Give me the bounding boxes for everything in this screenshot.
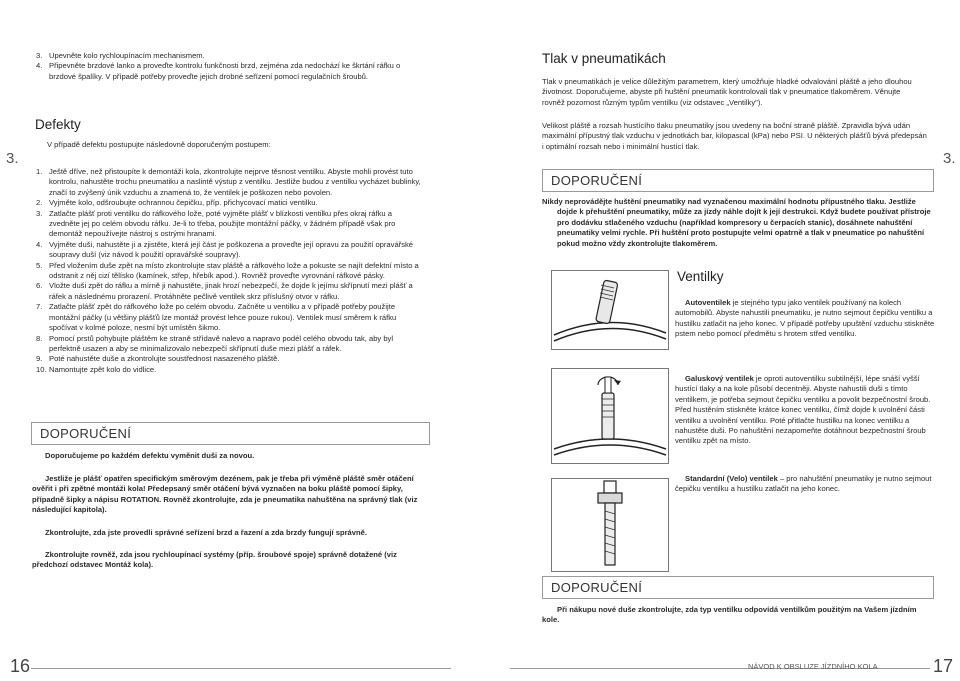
list-item: 10. Namontujte zpět kolo do vidlice.	[36, 364, 157, 374]
valve-description	[675, 374, 935, 447]
list-item: 7. Zatlačte plášť zpět do ráfkového lože po celém obvodu. Začněte u ventilku a v případě potřeby použijte montážní páčky (u většiny plášťů lze montáž provést lehce pouze rukou). Ventilek musí směrem k ráfku spočívat v kolmé poloze, nesmí být umístěn šikmo.	[36, 302, 397, 333]
recommendation-text: Při nákupu nové duše zkontrolujte, zda typ ventilku odpovídá ventilkům použitým na Vašem jízdním kole.	[542, 605, 917, 625]
list-item: 1. Ještě dříve, než přistoupíte k demontáži kola, zkontrolujte nejprve těsnost ventilku. Abyste mohli provést tuto kontrolu, nahustěte trochu pneumatiku a naslintě výstup z ventilku. Jestliže budou z ventilku vycházet bublinky, značí to zvýšený únik vzduchu a znamená to, že ventilek je poškozen nebo povolen.	[36, 167, 421, 197]
galuskovy-illustration	[551, 368, 669, 464]
velo-ventilek-illustration	[551, 478, 669, 572]
top-steps-list	[36, 51, 426, 82]
list-item: 6. Vložte duši zpět do ráfku a mírně ji nahustěte, jinak hrozí nebezpečí, že dojde k jejímu skřípnutí mezi plášť a ráfek a následnému prorazení. Protáhněte pečlivě ventilek skrz příslušný otvor v ráfku.	[36, 281, 413, 301]
valve-text: je oproti autoventilku subtilnější, lépe snáší vyšší hustící tlaky a na kole působí decentněji. Abyste nahustili duši s tímto ventilkem, je potřeba sejmout čepičku ventilku a povolit bezpečnostní šroub. Před hustěním stiskněte krátce konec ventilku, čímž dojde k uvolnění části ventilku a uvolnění ventilku. Poté přitlačte hustilku na konec ventilku a nahustěte duši. Po nahuštění nezapomeňte dotáhnout bezpečnostní šroub ventilku zpět na místo.	[675, 374, 931, 446]
recommendation-label: DOPORUČENÍ	[40, 426, 132, 441]
list-item: 3. Upevněte kolo rychloupínacím mechanismem.	[36, 51, 205, 60]
defects-heading: Defekty	[35, 117, 81, 132]
valve-description	[675, 298, 935, 340]
recommendation-p4: Zkontrolujte rovněž, zda jsou rychloupínací systémy (příp. šroubové spoje) správně dotažené (viz předchozí odstavec Montáž kola).	[32, 550, 397, 570]
recommendation-box	[31, 422, 430, 445]
defects-intro: V případě defektu postupujte následovně doporučeným postupem:	[47, 140, 271, 149]
recommendation-box	[542, 576, 934, 599]
autoventilek-icon	[552, 271, 668, 349]
right-page	[480, 0, 960, 681]
pressure-paragraph-2: Velikost pláště a rozsah hustícího tlaku pneumatiky jsou uvedeny na boční straně pláště. Zpravidla bývá udán maximální přípustný tlak vzduchu v jednotkách bar, kilopascal (kPa) nebo PSI. U některých plášťů bývá předepsán i optimální rozsah nebo i minimální hustící tlak.	[542, 121, 927, 151]
velo-ventilek-icon	[552, 479, 668, 571]
valve-text: – pro nahuštění pneumatiky je nutno sejmout čepičku ventilku a hustilku zatlačit na jeho konec.	[675, 474, 932, 494]
footer-title: NÁVOD K OBSLUZE JÍZDNÍHO KOLA	[748, 662, 878, 671]
pressure-paragraph-1: Tlak v pneumatikách je velice důležitým parametrem, který umožňuje hladké odvalování pláště a jeho dlouhou životnost. Doporučujeme, abyste při huštění pneumatik kontrolovali tlak v pneumatice tlakoměrem. Věnujte rovněž pozornost různým typům ventilku (viz odstavec „Ventilky").	[542, 77, 912, 107]
recommendation-box	[542, 169, 934, 192]
list-item: 4. Vyjměte duši, nahustěte ji a zjistěte, která její část je poškozena a proveďte její opravu za použití opravářské soupravy duší (viz návod k použití opravářské soupravy).	[36, 239, 414, 260]
defect-steps-list	[36, 167, 424, 375]
list-item: 8. Pomocí prstů pohybujte pláštěm ke straně střídavě nalevo a napravo podél celého obvodu tak, aby byl perfektně usazen a aby se minimalizovalo nebezpečí skřípnutí duše mezi plášť a ráfek.	[36, 333, 394, 353]
page-number: 17	[933, 656, 954, 676]
list-item: 5. Před vložením duše zpět na místo zkontrolujte stav pláště a ráfkového lože a pokuste se najít defektní místo a odstranit z něj cizí tělísko (kamínek, střep, hřebík apod.). Rovněž proveďte vyrovnání ráfkové pásky.	[36, 260, 419, 281]
valve-text: je stejného typu jako ventilek používaný na kolech automobilů. Abyste nahustili pneumatiku, je nutno sejmout čepičku ventilku a hustilku zatlačit na jeho konec. V případě potřeby upuštění vzduchu stiskněte pstem nebo pomocí předmětu s hrotem střed ventilku.	[675, 298, 935, 339]
footer-rule	[31, 668, 451, 669]
list-item: 3. Zatlačte plášť proti ventilku do ráfkového lože, poté vyjměte plášť v blízkosti ventilku přes okraj ráfku a zvedněte jej po celém obvodu ráfku. Je-li to třeba, použijte montážní páčky, v žádném případě však pro demontáž nepoužívejte nástroj s ostrými hranami.	[36, 208, 396, 239]
list-item: 4. Připevněte brzdové lanko a proveďte kontrolu funkčnosti brzd, zejména zda nedochází ke škrtání ráfku o brzdové špalíky. V případě potřeby proveďte jejich drobné seřízení pomocí regulačních šroubů.	[36, 61, 401, 81]
galuskovy-icon	[552, 369, 668, 463]
chapter-number: 3.	[943, 150, 956, 167]
valve-name: Autoventilek	[685, 298, 731, 307]
recommendation-label: DOPORUČENÍ	[551, 173, 643, 188]
recommendation-label: DOPORUČENÍ	[551, 580, 643, 595]
valve-description	[675, 474, 935, 495]
valves-heading: Ventilky	[677, 269, 724, 284]
list-item: 2. Vyjměte kolo, odšroubujte ochrannou čepičku, příp. přichycovací matici ventilku.	[36, 198, 318, 208]
chapter-number: 3.	[6, 150, 19, 167]
pressure-heading: Tlak v pneumatikách	[542, 51, 666, 66]
pressure-warning	[542, 197, 934, 249]
recommendation-p1: Doporučujeme po každém defektu vyměnit duši za novou.	[45, 451, 255, 460]
autoventilek-illustration	[551, 270, 669, 350]
recommendation-p2: Jestliže je plášť opatřen specifickým směrovým dezénem, pak je třeba při výměně pláště směr otáčení ověřit i při zpětné montáži kola! Předepsaný směr otáčení bývá vyznačen na boku pláště pomocí šipky, případně šipky a nápisu ROTATION. Rovněž zkontrolujte, zda je pneumatika nahuštěna na správný tlak (viz následující kapitola).	[32, 474, 418, 515]
pressure-warning-text: Nikdy neprovádějte huštění pneumatiky nad vyznačenou maximální hodnotu přípustného tlaku. Jestliže dojde k přehuštění pneumatiky, může za jízdy náhle dojít k její destrukci. Když budete používat přístroje pro dodávku stlačeného vzduchu (například kompresory u čerpacích stanic), dosáhnete nahuštění pneumatiky velmi rychle. Při huštění proto postupujte velmi opatrně a tlak v pneumatice po nahuštění pokud možno vždy zkontrolujte tlakoměrem.	[542, 197, 931, 248]
valve-name: Galuskový ventilek	[685, 374, 754, 383]
page-number: 16	[10, 656, 31, 676]
list-item: 9. Poté nahustěte duše a zkontrolujte soustřednost nasazeného pláště.	[36, 354, 280, 364]
recommendation-p3: Zkontrolujte, zda jste provedli správné seřízení brzd a řazení a zda brzdy fungují správně.	[45, 528, 367, 537]
valve-name: Standardní (Velo) ventilek	[685, 474, 778, 483]
